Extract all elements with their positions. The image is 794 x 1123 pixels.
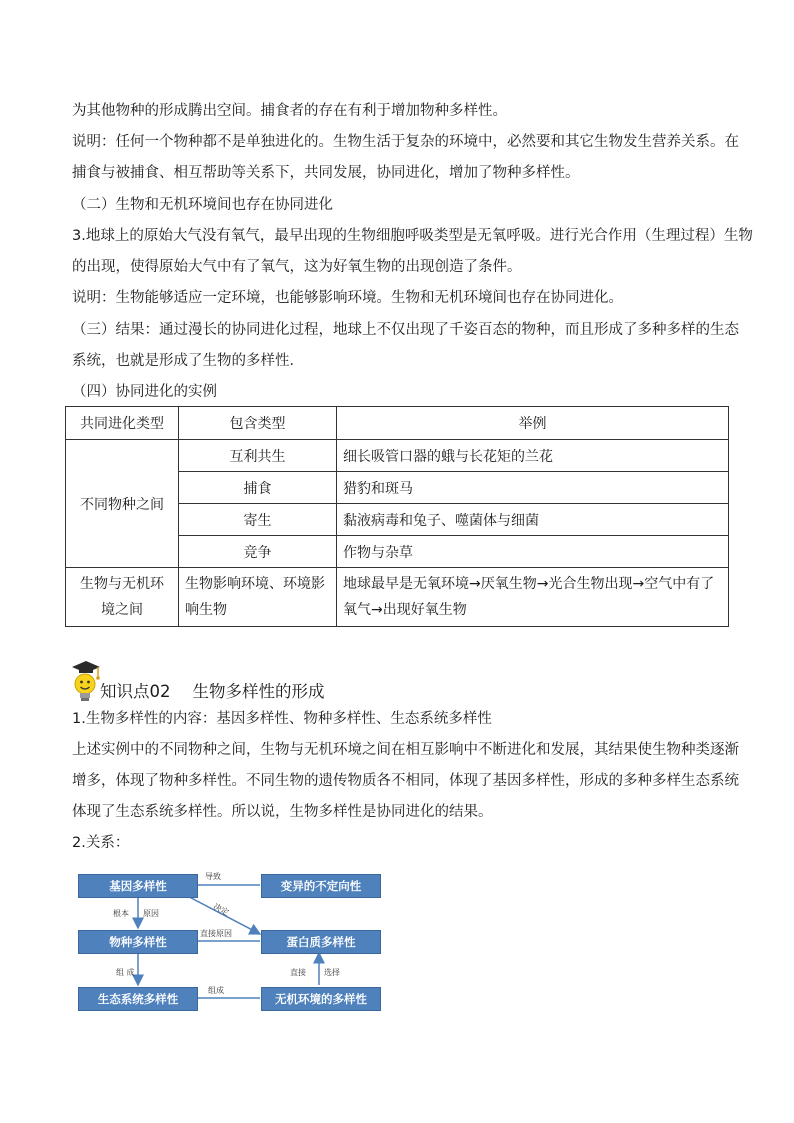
section-heading: （四）协同进化的实例 [72, 384, 217, 400]
table-cell-subtype: 寄生 [179, 504, 337, 536]
paragraph-line: 上述实例中的不同物种之间，生物与无机环境之间在相互影响中不断进化和发展，其结果使生物种类逐渐 [72, 742, 739, 758]
edge-label: 导致 [205, 872, 221, 881]
table-header-row [66, 407, 729, 440]
edge-label: 直接原因 [200, 929, 232, 938]
table-cell-example: 黏液病毒和兔子、噬菌体与细菌 [337, 504, 729, 536]
paragraph-line: 1.生物多样性的内容：基因多样性、物种多样性、生态系统多样性 [72, 711, 492, 727]
biodiversity-relationship-diagram [72, 864, 372, 1014]
paragraph-line: 为其他物种的形成腾出空间。捕食者的存在有利于增加物种多样性。 [72, 103, 507, 119]
edge-label: 组成 [208, 986, 224, 995]
paragraph-line: 3.地球上的原始大气没有氧气，最早出现的生物细胞呼吸类型是无氧呼吸。进行光合作用（生理过程）生物 [72, 228, 753, 244]
paragraph-line: 增多，体现了物种多样性。不同生物的遗传物质各不相同，体现了基因多样性，形成的多种多样生态系统 [72, 773, 739, 789]
table-cell-text: 生物影响环境、环境影 [185, 576, 325, 592]
table-cell-example: 作物与杂草 [337, 536, 729, 568]
knowledge-point-name: 生物多样性的形成 [192, 682, 325, 701]
table-row [66, 440, 729, 472]
table-header: 共同进化类型 [66, 407, 179, 440]
table-cell-text: 响生物 [185, 602, 227, 618]
table-row [66, 568, 729, 627]
table-cell-type: 不同物种之间 [66, 440, 179, 568]
node-ecosystem-diversity: 生态系统多样性 [78, 987, 198, 1011]
paragraph-line: 系统，也就是形成了生物的多样性． [72, 353, 304, 369]
paragraph-line: 的出现，使得原始大气中有了氧气，这为好氧生物的出现创造了条件。 [72, 259, 522, 275]
node-gene-diversity: 基因多样性 [78, 874, 198, 898]
edge-label: 原因 [143, 909, 159, 918]
table-cell-type [66, 568, 179, 627]
paragraph-line: （三）结果：通过漫长的协同进化过程，地球上不仅出现了千姿百态的物种，而且形成了多种多样的生态 [72, 322, 739, 338]
table-cell-subtype: 捕食 [179, 472, 337, 504]
table-cell-text: 氧气→出现好氧生物 [343, 602, 467, 618]
knowledge-point-heading [72, 660, 732, 704]
table-cell-text: 生物与无机环 [80, 576, 164, 592]
table-cell-example: 细长吸管口器的蛾与长花矩的兰花 [337, 440, 729, 472]
table-header: 举例 [337, 407, 729, 440]
table-cell-text: 地球最早是无氧环境→厌氧生物→光合生物出现→空气中有了 [343, 576, 715, 592]
node-protein-diversity: 蛋白质多样性 [261, 930, 381, 954]
table-cell-example [337, 568, 729, 627]
node-species-diversity: 物种多样性 [78, 930, 198, 954]
paragraph-line: 2.关系： [72, 835, 130, 851]
coevolution-table [65, 406, 729, 627]
paragraph-line: 体现了生态系统多样性。所以说，生物多样性是协同进化的结果。 [72, 804, 493, 820]
edge-label: 直接 [290, 968, 306, 977]
paragraph-line: 捕食与被捕食、相互帮助等关系下，共同发展，协同进化，增加了物种多样性。 [72, 165, 580, 181]
table-header: 包含类型 [179, 407, 337, 440]
edge-label: 根本 [113, 909, 129, 918]
table-cell-text: 境之间 [101, 602, 143, 618]
table-cell-subtype: 互利共生 [179, 440, 337, 472]
node-environment-diversity: 无机环境的多样性 [261, 987, 381, 1011]
paragraph-line: 说明：生物能够适应一定环境，也能够影响环境。生物和无机环境间也存在协同进化。 [72, 290, 623, 306]
node-mutation-direction: 变异的不定向性 [261, 874, 381, 898]
table-cell-subtype [179, 568, 337, 627]
edge-label: 组 成 [116, 968, 135, 977]
knowledge-point-title [100, 678, 325, 702]
table-cell-subtype: 竞争 [179, 536, 337, 568]
graduate-lightbulb-icon [68, 660, 100, 704]
paragraph-line: 说明：任何一个物种都不是单独进化的。生物生活于复杂的环境中，必然要和其它生物发生营养关系。在 [72, 134, 739, 150]
edge-label: 选择 [324, 968, 340, 977]
section-heading: （二）生物和无机环境间也存在协同进化 [72, 197, 333, 213]
knowledge-point-label: 知识点02 [100, 682, 171, 701]
table-cell-example: 猎豹和斑马 [337, 472, 729, 504]
edge-label: 决定 [211, 901, 231, 918]
